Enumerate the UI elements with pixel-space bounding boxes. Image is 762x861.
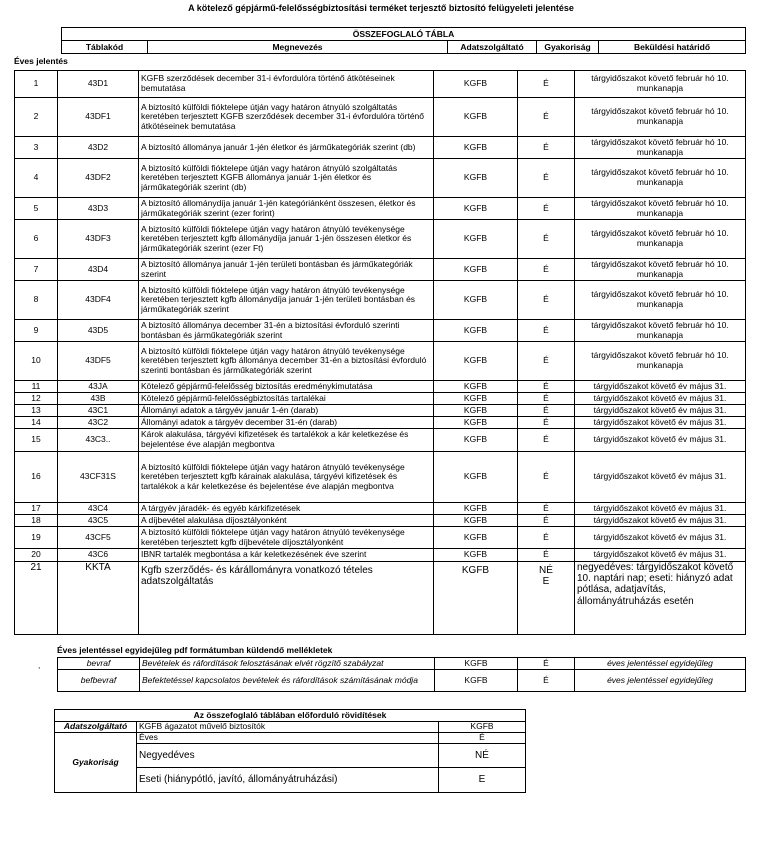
- row-code: 43D2: [58, 137, 139, 159]
- table-row: [15, 320, 746, 342]
- row-deadline: tárgyidőszakot követő év május 31.: [575, 405, 746, 417]
- summary-table: [14, 70, 746, 635]
- table-row: [15, 98, 746, 137]
- row-deadline: tárgyidőszakot követő év május 31.: [575, 381, 746, 393]
- row-frequency: É: [518, 549, 575, 562]
- row-deadline: tárgyidőszakot követő év május 31.: [575, 503, 746, 515]
- attachment-name: Befektetéssel kapcsolatos bevételek és ráfordítások számításának módja: [140, 670, 435, 692]
- provider-label: Adatszolgáltató: [55, 722, 137, 733]
- row-frequency: É: [518, 527, 575, 549]
- provider-code: KGFB: [439, 722, 526, 733]
- attachment-name: Bevételek és ráfordítások felosztásának elvét rögzítő szabályzat: [140, 658, 435, 670]
- row-code: 43CF31S: [58, 452, 139, 503]
- row-name: Kötelező gépjármű-felelősség biztosítás eredménykimutatása: [139, 381, 434, 393]
- row-provider: KGFB: [434, 320, 518, 342]
- table-row: [15, 393, 746, 405]
- row-frequency: É: [518, 452, 575, 503]
- row-name: A biztosító állománya január 1-jén életkor és járműkategóriák szerint (db): [139, 137, 434, 159]
- row-code: 43D5: [58, 320, 139, 342]
- row-frequency: É: [518, 159, 575, 198]
- row-frequency: É: [518, 393, 575, 405]
- document-title: A kötelező gépjármű-felelősségbiztosítási terméket terjesztő biztosító felügyeleti jelentése: [188, 3, 574, 13]
- row-deadline: tárgyidőszakot követő év május 31.: [575, 549, 746, 562]
- row-frequency: É: [518, 281, 575, 320]
- attachment-deadline: éves jelentéssel egyidejűleg: [575, 658, 746, 670]
- freq-code: É: [439, 733, 526, 744]
- row-number: 2: [15, 98, 58, 137]
- row-name: A biztosító külföldi fióktelepe útján vagy határon átnyúló szolgáltatás keretében terjesztett KGFB állománya január 1-jén életkor és járműkategóriák szerint (db): [139, 159, 434, 198]
- row-provider: KGFB: [434, 527, 518, 549]
- row-number: 12: [15, 393, 58, 405]
- row-provider: KGFB: [434, 503, 518, 515]
- freq-code: NÉ: [439, 744, 526, 768]
- row-provider: KGFB: [434, 405, 518, 417]
- row-code: 43DF5: [58, 342, 139, 381]
- row-code: 43DF4: [58, 281, 139, 320]
- row-name: A díjbevétel alakulása díjosztályonként: [139, 515, 434, 527]
- row-frequency: É: [518, 381, 575, 393]
- row-code: KKTA: [58, 562, 139, 635]
- table-row: [58, 670, 746, 692]
- attachment-frequency: É: [518, 670, 575, 692]
- row-name: A biztosító külföldi fióktelepe útján vagy határon átnyúló tevékenysége keretében terjesztett kgfb állománya december 31-én a biztosítási évforduló szerinti bontásban és járműkategóriák szerint: [139, 342, 434, 381]
- row-number: 13: [15, 405, 58, 417]
- row-name: IBNR tartalék megbontása a kár keletkezésének éve szerint: [139, 549, 434, 562]
- row-number: 10: [15, 342, 58, 381]
- row-name: A biztosító külföldi fióktelepe útján vagy határon átnyúló szolgáltatás keretében terjesztett KGFB szerződések december 31-i évfordulóra történő átkötéseinek bemutatása: [139, 98, 434, 137]
- row-name: KGFB szerződések december 31-i évfordulóra történő átkötéseinek bemutatása: [139, 71, 434, 98]
- row-name: Kgfb szerződés- és kárállományra vonatkozó tételes adatszolgáltatás: [139, 562, 434, 635]
- freq-desc: Negyedéves: [137, 744, 439, 768]
- row-provider: KGFB: [434, 549, 518, 562]
- row-number: 4: [15, 159, 58, 198]
- row-name: Kötelező gépjármű-felelősségbiztosítás tartalékai: [139, 393, 434, 405]
- row-frequency: É: [518, 71, 575, 98]
- table-row: [58, 658, 746, 670]
- attachment-provider: KGFB: [435, 658, 518, 670]
- row-name: A biztosító külföldi fióktelepe útján vagy határon átnyúló tevékenysége keretében terjesztett kgfb kárainak alakulása, tárgyévi kifizetések és tartalékok a kár keletkezése és bejelentése éve alapján megbontva: [139, 452, 434, 503]
- row-frequency: É: [518, 503, 575, 515]
- row-frequency: [518, 562, 575, 635]
- row-provider: KGFB: [434, 429, 518, 452]
- attachment-frequency: É: [518, 658, 575, 670]
- row-deadline: tárgyidőszakot követő február hó 10. munkanapja: [575, 320, 746, 342]
- table-row: [15, 527, 746, 549]
- row-provider: KGFB: [434, 452, 518, 503]
- row-code: 43C1: [58, 405, 139, 417]
- abbreviations-table: [54, 709, 526, 793]
- row-code: 43DF3: [58, 220, 139, 259]
- attachment-code: befbevraf: [58, 670, 140, 692]
- row-deadline: tárgyidőszakot követő február hó 10. munkanapja: [575, 198, 746, 220]
- section-label-annual: Éves jelentés: [14, 56, 68, 66]
- row-name: A biztosító állománydíja január 1-jén kategóriánként összesen, életkor és járműkategóriák szerint (ezer forint): [139, 198, 434, 220]
- row-provider: KGFB: [434, 71, 518, 98]
- attachment-code: bevraf: [58, 658, 140, 670]
- table-row: [15, 198, 746, 220]
- table-row: [15, 159, 746, 198]
- table-row: [15, 342, 746, 381]
- row-code: 43CF5: [58, 527, 139, 549]
- table-row: [15, 417, 746, 429]
- row-number: 8: [15, 281, 58, 320]
- row-frequency-quarterly: NÉ: [539, 565, 553, 576]
- row-deadline: tárgyidőszakot követő február hó 10. munkanapja: [575, 220, 746, 259]
- row-deadline: tárgyidőszakot követő február hó 10. munkanapja: [575, 342, 746, 381]
- row-code: 43DF2: [58, 159, 139, 198]
- row-code: 43C3..: [58, 429, 139, 452]
- row-name: A biztosító külföldi fióktelepe útján vagy határon átnyúló tevékenysége keretében terjesztett kgfb állománydíja január 1-jén területi bontásban és járműkategóriák szerint: [139, 281, 434, 320]
- row-code: 43JA: [58, 381, 139, 393]
- row-provider: KGFB: [434, 381, 518, 393]
- row-deadline: tárgyidőszakot követő február hó 10. munkanapja: [575, 281, 746, 320]
- row-provider: KGFB: [434, 417, 518, 429]
- row-number: 16: [15, 452, 58, 503]
- freq-code: E: [439, 768, 526, 793]
- row-provider: KGFB: [434, 562, 518, 635]
- freq-desc: Eseti (hiánypótló, javító, állományátruházási): [137, 768, 439, 793]
- row-code: 43D1: [58, 71, 139, 98]
- attachment-deadline: éves jelentéssel egyidejűleg: [575, 670, 746, 692]
- row-number: 11: [15, 381, 58, 393]
- col-header-provider: Adatszolgáltató: [448, 41, 537, 54]
- row-code: 43B: [58, 393, 139, 405]
- row-name: Károk alakulása, tárgyévi kifizetések és tartalékok a kár keletkezése és bejelentése éve alapján megbontva: [139, 429, 434, 452]
- row-number: 5: [15, 198, 58, 220]
- row-name: A tárgyév járadék- és egyéb kárkifizetések: [139, 503, 434, 515]
- row-code: 43C2: [58, 417, 139, 429]
- row-provider: KGFB: [434, 159, 518, 198]
- abbreviations-title: Az összefoglaló táblában előforduló rövidítések: [55, 710, 526, 722]
- row-deadline: tárgyidőszakot követő év május 31.: [575, 417, 746, 429]
- row-code: 43D4: [58, 259, 139, 281]
- col-header-deadline: Beküldési határidő: [599, 41, 746, 54]
- attachments-table: [57, 657, 746, 692]
- row-number: 6: [15, 220, 58, 259]
- row-frequency: É: [518, 515, 575, 527]
- row-deadline: tárgyidőszakot követő február hó 10. munkanapja: [575, 98, 746, 137]
- row-deadline: negyedéves: tárgyidőszakot követő 10. naptári nap; eseti: hiányzó adat pótlása, adatjavítás, állományátruházás esetén: [575, 562, 746, 635]
- row-number: 18: [15, 515, 58, 527]
- row-name: Állományi adatok a tárgyév január 1-én (darab): [139, 405, 434, 417]
- table-row: [15, 381, 746, 393]
- row-deadline: tárgyidőszakot követő február hó 10. munkanapja: [575, 71, 746, 98]
- row-deadline: tárgyidőszakot követő február hó 10. munkanapja: [575, 137, 746, 159]
- row-deadline: tárgyidőszakot követő év május 31.: [575, 515, 746, 527]
- row-code: 43D3: [58, 198, 139, 220]
- row-provider: KGFB: [434, 98, 518, 137]
- col-header-frequency: Gyakoriság: [537, 41, 599, 54]
- row-deadline: tárgyidőszakot követő év május 31.: [575, 393, 746, 405]
- row-number: 20: [15, 549, 58, 562]
- table-row: [15, 71, 746, 98]
- row-provider: KGFB: [434, 281, 518, 320]
- row-name: A biztosító külföldi fióktelepe útján vagy határon átnyúló tevékenysége keretében terjesztett kgfb állománydíja január 1-jén összesen életkor és járműkategóriák szerint (ezer Ft): [139, 220, 434, 259]
- table-row: [15, 259, 746, 281]
- table-row: [15, 452, 746, 503]
- row-frequency: É: [518, 342, 575, 381]
- row-frequency: É: [518, 220, 575, 259]
- table-row: [15, 549, 746, 562]
- table-row: [15, 515, 746, 527]
- row-number: 7: [15, 259, 58, 281]
- row-number: 19: [15, 527, 58, 549]
- table-row: [15, 405, 746, 417]
- provider-desc: KGFB ágazatot művelő biztosítók: [137, 722, 439, 733]
- row-provider: KGFB: [434, 137, 518, 159]
- row-number: 3: [15, 137, 58, 159]
- row-name: Állományi adatok a tárgyév december 31-én (darab): [139, 417, 434, 429]
- row-provider: KGFB: [434, 393, 518, 405]
- attachment-provider: KGFB: [435, 670, 518, 692]
- frequency-label: Gyakoriság: [55, 733, 137, 793]
- table-row: [15, 281, 746, 320]
- row-number: 15: [15, 429, 58, 452]
- row-frequency: É: [518, 98, 575, 137]
- row-provider: KGFB: [434, 515, 518, 527]
- row-name: A biztosító külföldi fióktelepe útján vagy határon átnyúló tevékenysége keretében terjesztett kgfb díjbevétele díjosztályonként: [139, 527, 434, 549]
- summary-table-header: [14, 27, 746, 54]
- row-frequency: É: [518, 320, 575, 342]
- row-provider: KGFB: [434, 342, 518, 381]
- row-name: A biztosító állománya december 31-én a biztosítási évforduló szerinti bontásban és járműkategóriák szerint: [139, 320, 434, 342]
- col-header-code: Táblakód: [62, 41, 148, 54]
- row-number: 17: [15, 503, 58, 515]
- row-number: 21: [15, 562, 58, 635]
- row-provider: KGFB: [434, 220, 518, 259]
- table-row: [15, 503, 746, 515]
- row-deadline: tárgyidőszakot követő év május 31.: [575, 527, 746, 549]
- row-frequency: É: [518, 405, 575, 417]
- row-name: A biztosító állománya január 1-jén területi bontásban és járműkategóriák szerint: [139, 259, 434, 281]
- table-row: [15, 429, 746, 452]
- row-deadline: tárgyidőszakot követő év május 31.: [575, 429, 746, 452]
- table-row: [15, 562, 746, 635]
- row-code: 43C5: [58, 515, 139, 527]
- table-row: [15, 220, 746, 259]
- col-header-name: Megnevezés: [148, 41, 448, 54]
- stray-comma: ,: [38, 661, 41, 670]
- table-row: [15, 137, 746, 159]
- row-deadline: tárgyidőszakot követő február hó 10. munkanapja: [575, 259, 746, 281]
- attachments-title: Éves jelentéssel egyidejűleg pdf formátumban küldendő mellékletek: [57, 645, 333, 655]
- row-provider: KGFB: [434, 198, 518, 220]
- row-code: 43DF1: [58, 98, 139, 137]
- row-frequency: É: [518, 417, 575, 429]
- row-frequency: É: [518, 198, 575, 220]
- row-deadline: tárgyidőszakot követő február hó 10. munkanapja: [575, 159, 746, 198]
- row-deadline: tárgyidőszakot követő év május 31.: [575, 452, 746, 503]
- row-provider: KGFB: [434, 259, 518, 281]
- row-frequency: É: [518, 429, 575, 452]
- row-number: 14: [15, 417, 58, 429]
- row-frequency-adhoc: E: [542, 576, 550, 588]
- summary-table-caption: ÖSSZEFOGLALÓ TÁBLA: [62, 28, 746, 41]
- row-code: 43C4: [58, 503, 139, 515]
- freq-desc: Éves: [137, 733, 439, 744]
- row-number: 9: [15, 320, 58, 342]
- row-frequency: É: [518, 137, 575, 159]
- row-code: 43C6: [58, 549, 139, 562]
- row-frequency: É: [518, 259, 575, 281]
- row-number: 1: [15, 71, 58, 98]
